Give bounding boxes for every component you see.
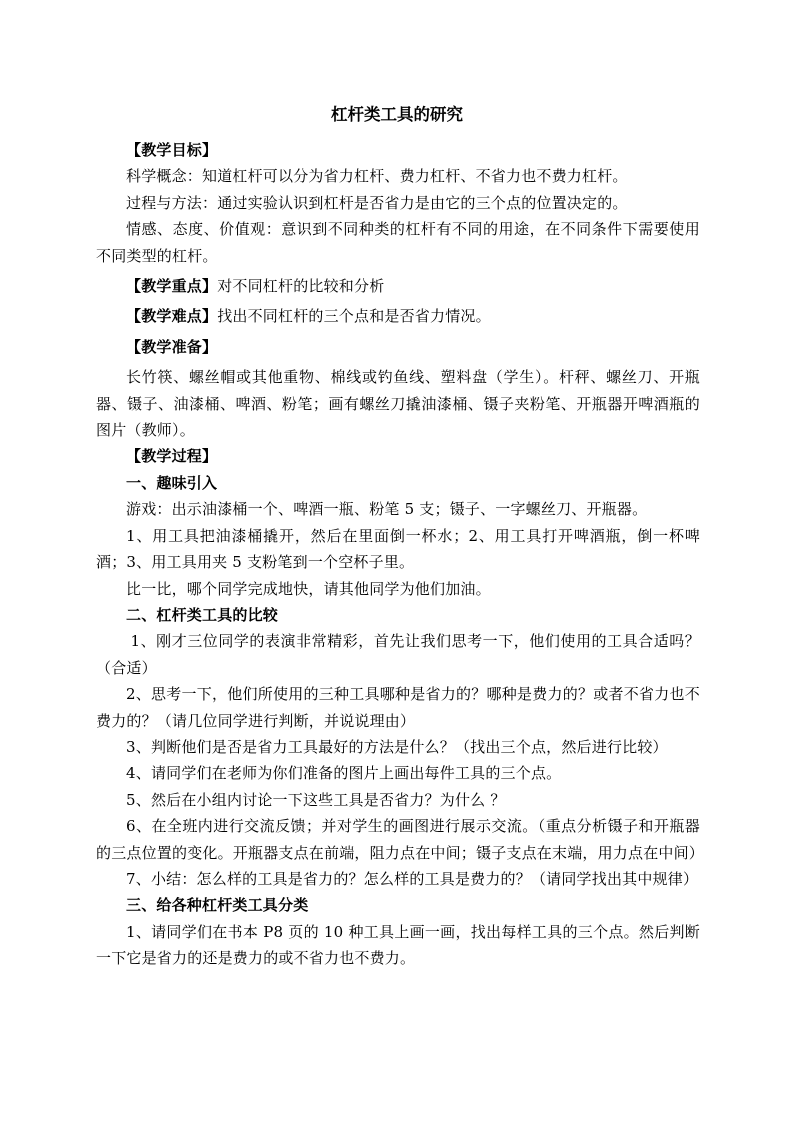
preparation-heading: 【教学准备】: [126, 337, 218, 356]
difficulty-heading: 【教学难点】: [126, 307, 218, 326]
objectives-heading: 【教学目标】: [126, 141, 218, 159]
objective-emotion: 情感、态度、价值观：意识到不同种类的杠杆有不同的用途，在不同条件下需要使用不同类型的杠杆。: [96, 220, 700, 265]
process-heading: 【教学过程】: [126, 447, 218, 466]
section-1-heading: 一、趣味引入: [126, 473, 218, 492]
section-2-paragraph: 2、思考一下，他们所使用的三种工具哪种是省力的？哪种是费力的？或者不省力也不费力的？（请几位同学进行判断，并说说理由）: [96, 685, 700, 730]
key-point-heading: 【教学重点】: [126, 277, 218, 296]
objective-process: 过程与方法：通过实验认识到杠杆是否省力是由它的三个点的位置决定的。: [126, 193, 628, 212]
section-1-paragraph: 1、用工具把油漆桶撬开，然后在里面倒一杯水；2、用工具打开啤酒瓶，倒一杯啤酒；3、用工具用夹 5 支粉笔到一个空杯子里。: [96, 526, 700, 572]
section-2-heading: 二、杠杆类工具的比较: [126, 605, 279, 624]
section-1-paragraph: 比一比，哪个同学完成地快，请其他同学为他们加油。: [126, 579, 491, 598]
section-2-paragraph: 7、小结：怎么样的工具是省力的？怎么样的工具是费力的？（请同学找出其中规律）: [126, 869, 699, 888]
section-2-paragraph: 5、然后在小组内讨论一下这些工具是否省力？为什么 ？: [126, 790, 506, 809]
section-2-paragraph: 4、请同学们在老师为你们准备的图片上画出每件工具的三个点。: [126, 764, 562, 783]
section-2-paragraph: 6、在全班内进行交流反馈；并对学生的画图进行展示交流。（重点分析镊子和开瓶器的三点位置的变化。开瓶器支点在前端，阻力点在中间；镊子支点在末端，用力点在中间）: [96, 817, 705, 862]
document-body: [96, 137, 705, 972]
difficulty-line: [96, 303, 700, 329]
objective-science: 科学概念：知道杠杆可以分为省力杠杆、费力杠杆、不省力也不费力杠杆。: [126, 167, 628, 186]
key-point-text: 对不同杠杆的比较和分析: [217, 277, 385, 296]
section-1-paragraph: 游戏：出示油漆桶一个、啤酒一瓶、粉笔 5 支；镊子、一字螺丝刀、开瓶器。: [126, 500, 648, 519]
difficulty-text: 找出不同杠杆的三个点和是否省力情况。: [217, 307, 491, 326]
key-point-line: [96, 273, 700, 299]
section-3-heading: 三、给各种杠杆类工具分类: [126, 896, 309, 915]
section-2-paragraph: 3、判断他们是否是省力工具最好的方法是什么？（找出三个点，然后进行比较）: [126, 737, 668, 756]
page-title: 杠杆类工具的研究: [331, 105, 463, 124]
section-2-paragraph: 1、刚才三位同学的表演非常精彩，首先让我们思考一下，他们使用的工具合适吗？（合适）: [96, 632, 700, 677]
section-3-paragraph: 1、请同学们在书本 P8 页的 10 种工具上画一画，找出每样工具的三个点。然后判断一下它是省力的还是费力的或不省力也不费力。: [96, 922, 700, 968]
preparation-text: 长竹筷、螺丝帽或其他重物、棉线或钓鱼线、塑料盘（学生）。杆秤、螺丝刀、开瓶器、镊子、油漆桶、啤酒、粉笔；画有螺丝刀撬油漆桶、镊子夹粉笔、开瓶器开啤酒瓶的图片（教师）。: [96, 368, 700, 440]
